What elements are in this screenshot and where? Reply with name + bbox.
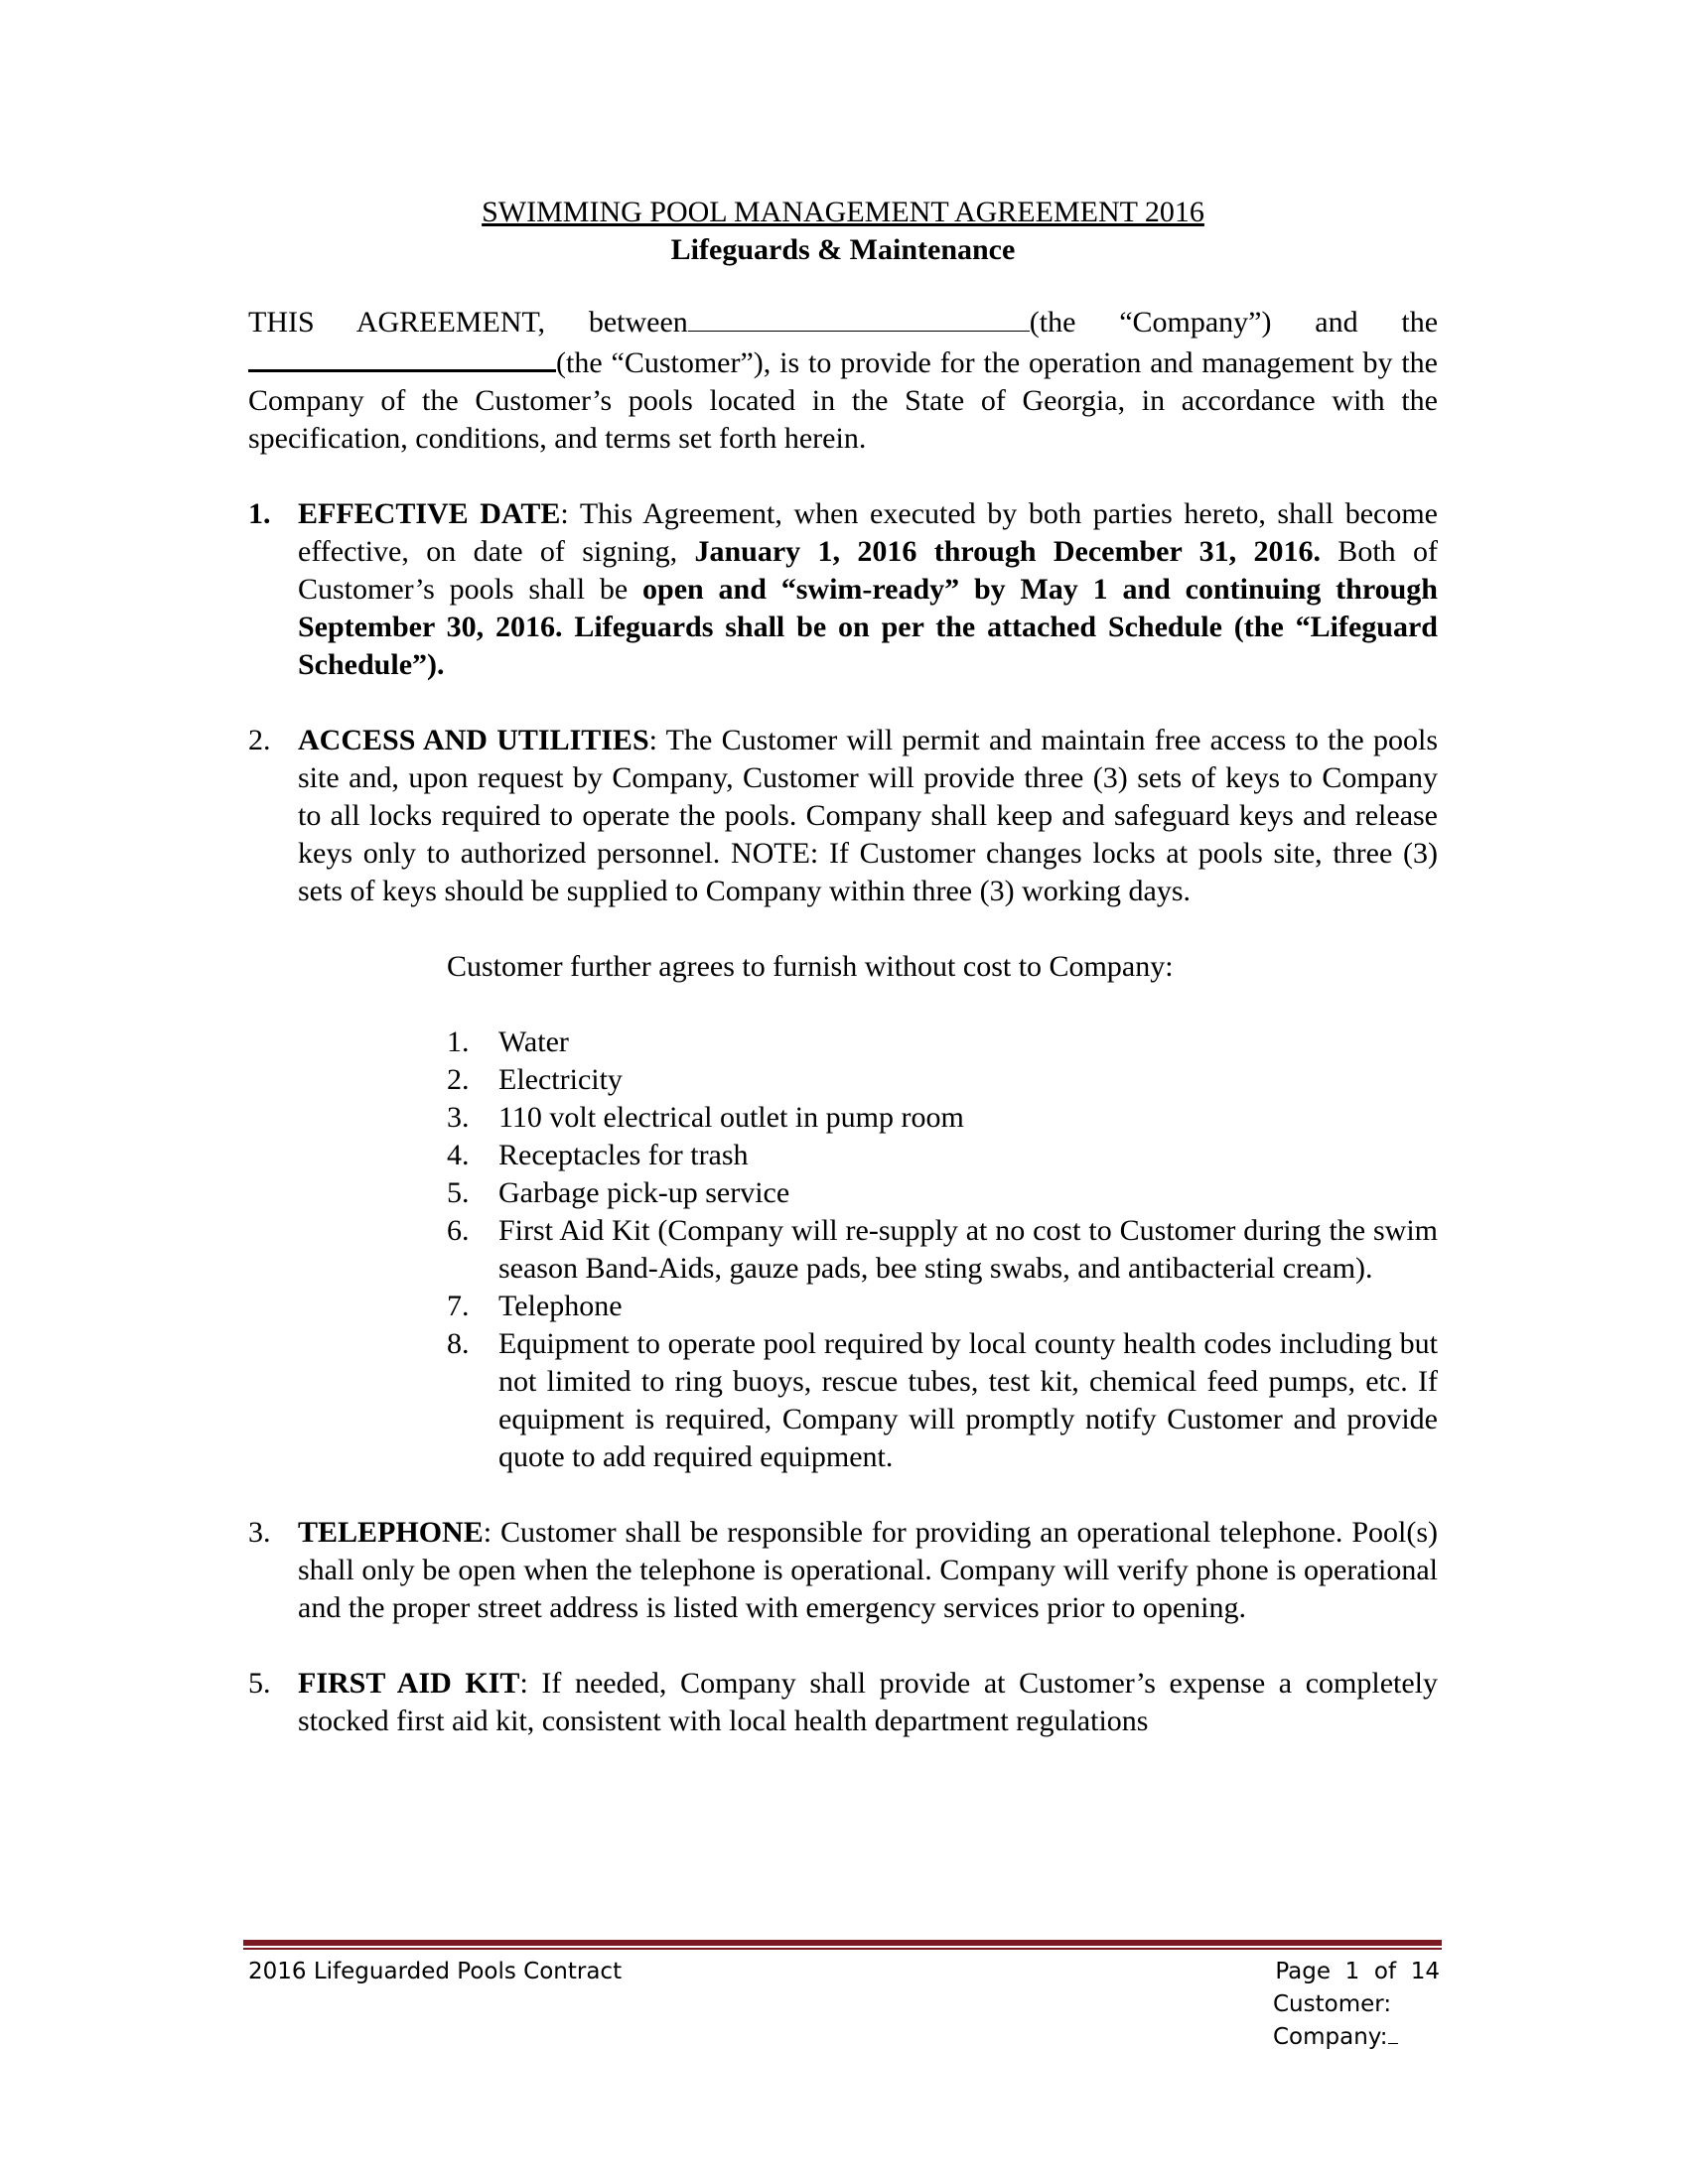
document-title: SWIMMING POOL MANAGEMENT AGREEMENT 2016: [482, 196, 1204, 228]
section-body: [298, 495, 1438, 684]
list-item-text: Equipment to operate pool required by local county health codes including but not limited to ring buoys, rescue tubes, test kit, chemical feed pumps, etc. If equipment is required, Company will promptly notify Customer and provide quote to add required equipment.: [498, 1327, 1438, 1473]
intro-text-3: (the “Customer”), is to provide for the operation and management by the Company of the Customer’s pools located in the State of Georgia, in accordance with the specification, conditions, and terms set forth herein.: [248, 346, 1438, 455]
document-subtitle: Lifeguards & Maintenance: [670, 233, 1016, 266]
section-bold-text: January 1, 2016 through December 31, 2016.: [694, 535, 1321, 568]
section-text: : This Agreement, when executed by both parties hereto, shall become effective, on date of signing,: [298, 497, 1438, 568]
page-indicator: [1275, 1956, 1440, 1988]
section-number: 2.: [248, 724, 271, 756]
section-heading: FIRST AID KIT: [298, 1667, 520, 1700]
list-item-number: 5.: [447, 1176, 470, 1209]
section-bold-text: open and “swim-ready” by May 1 and continuing through September 30, 2016. Lifeguards shall be on per the attached Schedule (the “Lifeguard Schedule”).: [298, 573, 1438, 681]
section-number: 5.: [248, 1667, 271, 1700]
section-heading: EFFECTIVE DATE: [298, 497, 561, 530]
company-name-blank[interactable]: [688, 303, 1030, 332]
list-item: [447, 1137, 1438, 1174]
list-item: [447, 1024, 1438, 1061]
section-body: [298, 1514, 1438, 1627]
company-initials-label: Company:: [1273, 2024, 1388, 2050]
section-body: [298, 1665, 1438, 1740]
section-body: [298, 722, 1438, 910]
list-item-text: Telephone: [498, 1290, 623, 1322]
list-item-number: 2.: [447, 1063, 470, 1096]
company-initials-blank[interactable]: [1388, 2023, 1398, 2044]
page-of-label: of: [1373, 1959, 1397, 1984]
section-text: : The Customer will permit and maintain free access to the pools site and, upon request by Company, Customer will provide three (3) sets of keys to Company to all locks required to operate the pools. Company shall keep and safeguard keys and release keys only to authorized personnel. NOTE: If Customer changes locks at pools site, three (3) sets of keys should be supplied to Company within three (3) working days.: [298, 724, 1438, 907]
list-item: [447, 1099, 1438, 1137]
list-item-number: 6.: [447, 1214, 470, 1247]
intro-text-2: (the “Company”) and the: [1029, 306, 1439, 339]
footer-initials: [1273, 1988, 1440, 2054]
list-item-number: 4.: [447, 1139, 470, 1171]
furnish-list: [447, 1024, 1438, 1476]
document-body: [248, 194, 1438, 1740]
list-item: [447, 1174, 1438, 1212]
list-item-number: 7.: [447, 1290, 470, 1322]
customer-name-blank[interactable]: [248, 341, 556, 372]
footer-divider-thin: [243, 1948, 1442, 1950]
section-text: Both of Customer’s pools shall be: [298, 535, 1438, 606]
list-item: [447, 1288, 1438, 1325]
section-telephone: [248, 1514, 1438, 1627]
list-item-text: Receptacles for trash: [498, 1139, 749, 1171]
list-item-text: First Aid Kit (Company will re-supply at no cost to Customer during the swim season Band-Aids, gauze pads, bee sting swabs, and antibacterial cream).: [498, 1214, 1438, 1285]
list-item-text: Electricity: [498, 1063, 623, 1096]
list-item-number: 1.: [447, 1025, 470, 1058]
section-number: 1.: [248, 497, 271, 530]
list-item-text: Garbage pick-up service: [498, 1176, 790, 1209]
section-text: : Customer shall be responsible for providing an operational telephone. Pool(s) shall only be open when the telephone is operational. Company will verify phone is operational and the proper street address is listed with emergency services prior to opening.: [298, 1516, 1438, 1624]
section-first-aid-kit: [248, 1665, 1438, 1740]
section-effective-date: [248, 495, 1438, 684]
footer-document-name: 2016 Lifeguarded Pools Contract: [248, 1959, 623, 1984]
footer-divider: [243, 1940, 1442, 1946]
company-initials-row: [1273, 2021, 1440, 2054]
intro-text-1: THIS AGREEMENT, between: [248, 306, 688, 339]
page-number: 1: [1344, 1959, 1360, 1984]
section-access-utilities: [248, 722, 1438, 910]
list-item-number: 3.: [447, 1101, 470, 1134]
page-label: Page: [1275, 1959, 1332, 1984]
intro-paragraph: [248, 303, 1438, 458]
section-heading: ACCESS AND UTILITIES: [298, 724, 649, 756]
list-item-number: 8.: [447, 1327, 470, 1360]
list-item: [447, 1212, 1438, 1288]
furnish-intro: Customer further agrees to furnish without cost to Company:: [447, 950, 1174, 983]
list-item-text: 110 volt electrical outlet in pump room: [498, 1101, 964, 1134]
section-heading: TELEPHONE: [298, 1516, 484, 1549]
customer-initials-label: Customer:: [1273, 1991, 1392, 2017]
page-total: 14: [1410, 1959, 1440, 1984]
list-item-text: Water: [498, 1025, 569, 1058]
list-item: [447, 1325, 1438, 1476]
section-number: 3.: [248, 1516, 271, 1549]
list-item: [447, 1061, 1438, 1099]
section-text: : If needed, Company shall provide at Customer’s expense a completely stocked first aid kit, consistent with local health department regulations: [298, 1667, 1439, 1737]
